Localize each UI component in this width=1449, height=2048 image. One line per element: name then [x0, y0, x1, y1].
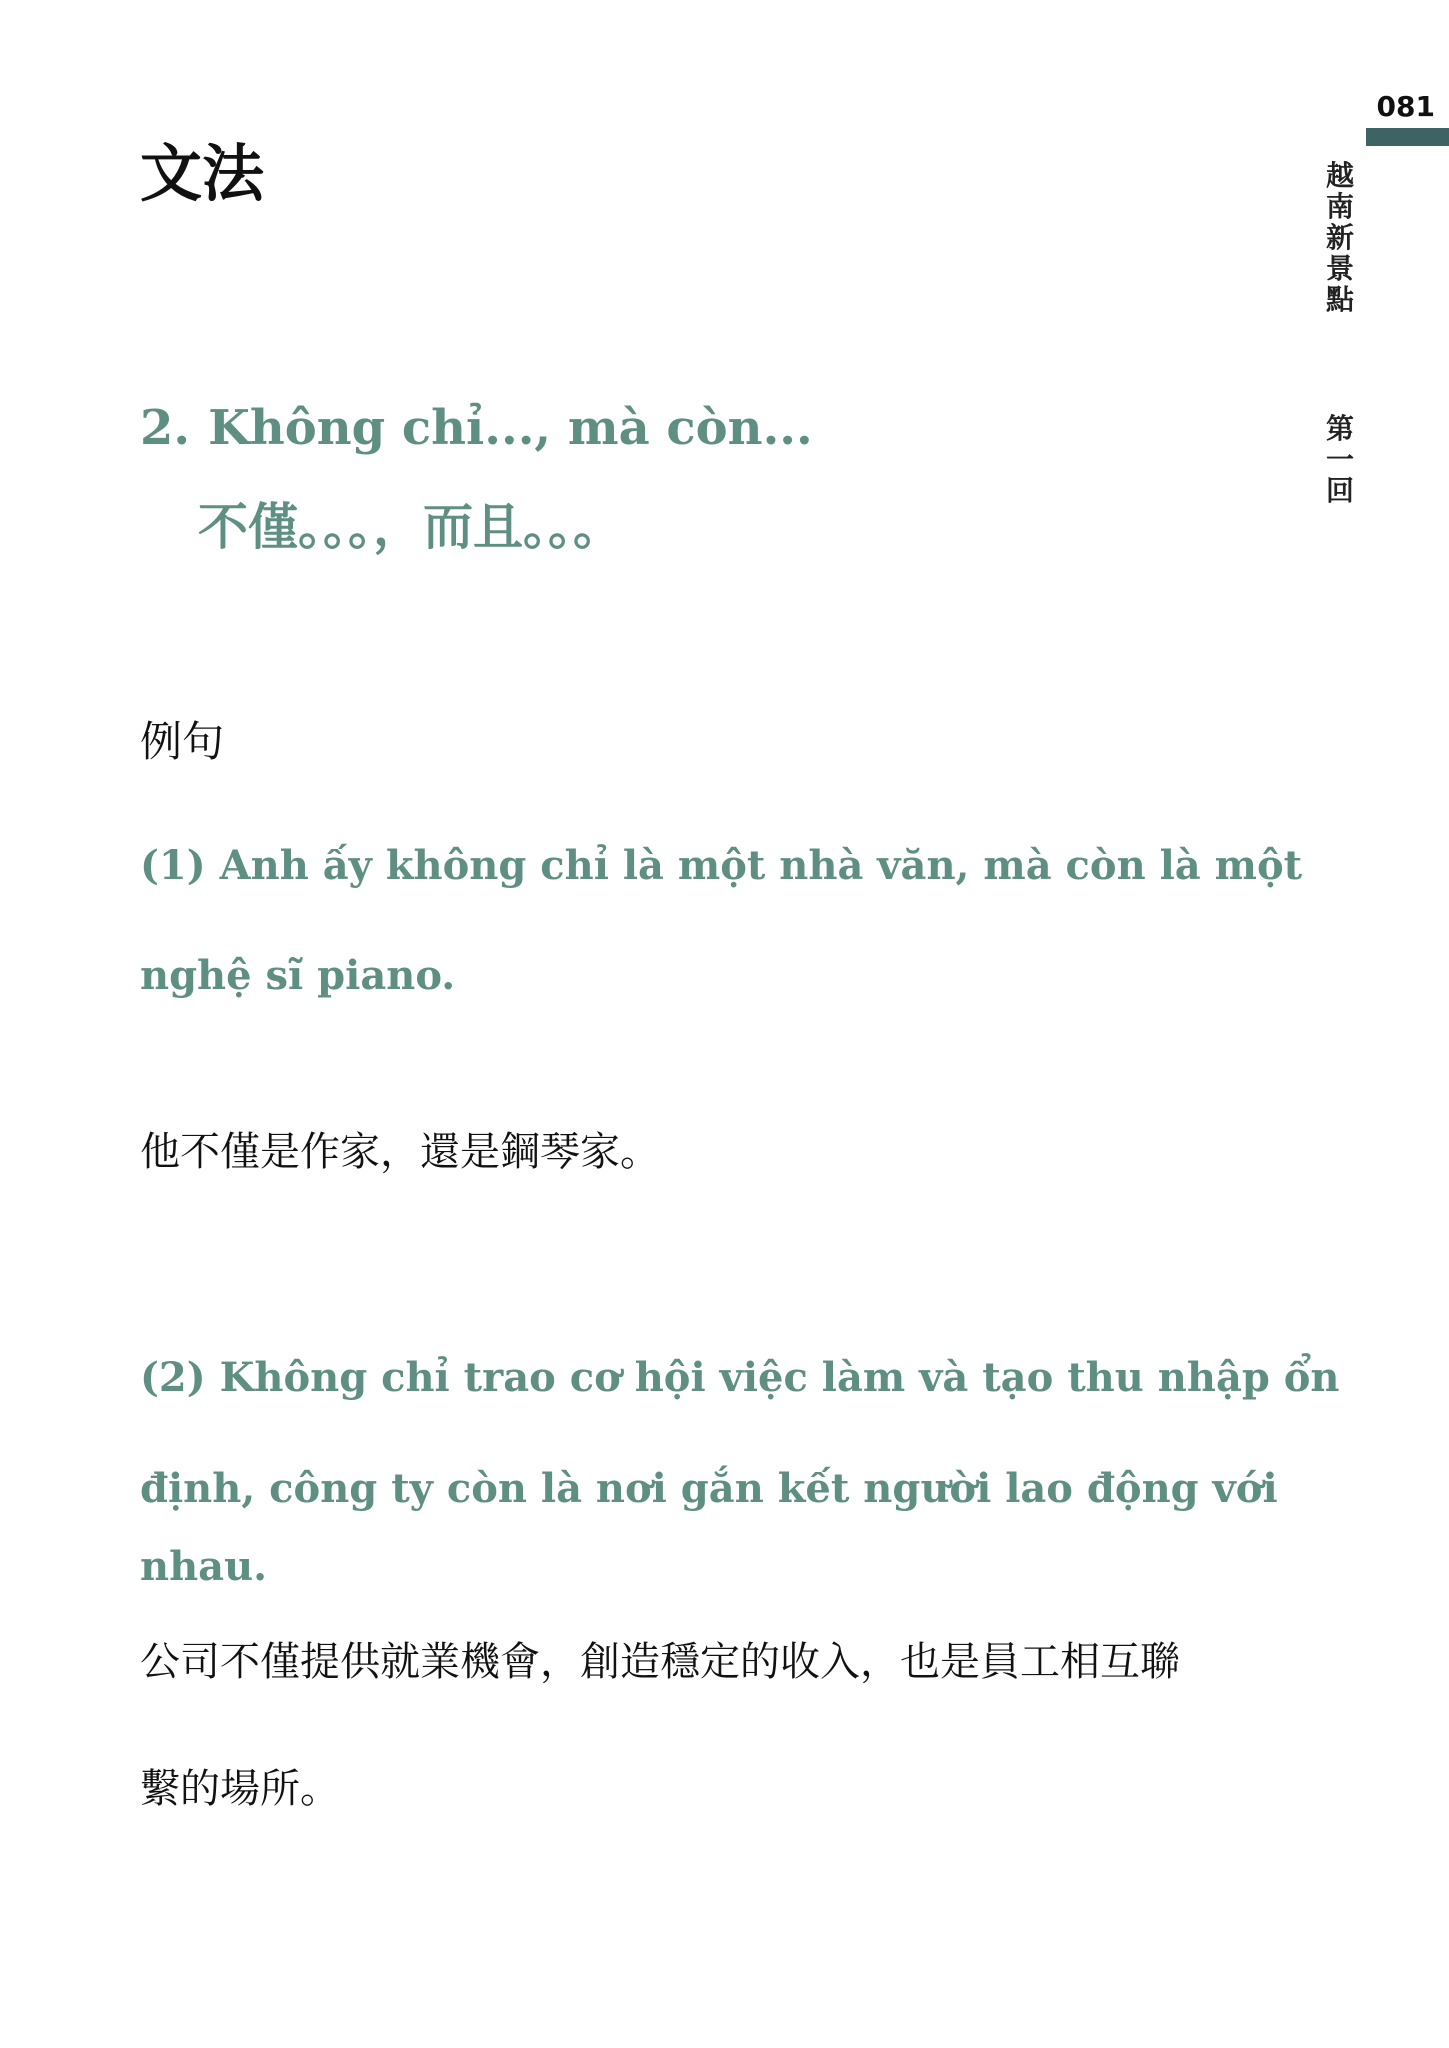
running-book-title: 越南新景點	[1325, 159, 1354, 316]
examples-label: 例句	[140, 717, 225, 766]
example-1-vietnamese-line-2: nghệ sĩ piano.	[140, 952, 456, 999]
page-number-bar	[1366, 128, 1449, 146]
running-chapter-title: 第一回	[1325, 412, 1354, 507]
example-2-vietnamese-line-3: nhau.	[140, 1543, 268, 1590]
example-2-vietnamese-line-2: định, công ty còn là nơi gắn kết người lao động với	[140, 1465, 1278, 1512]
example-1-chinese-translation: 他不僅是作家，還是鋼琴家。	[140, 1129, 660, 1175]
example-2-chinese-line-1: 公司不僅提供就業機會，創造穩定的收入，也是員工相互聯	[140, 1639, 1180, 1685]
grammar-pattern-text: Không chỉ..., mà còn...	[208, 400, 813, 456]
grammar-pattern-chinese: 不僅。。。，而且。。。	[198, 498, 623, 556]
grammar-pattern-number: 2.	[140, 400, 191, 456]
page-number: 081	[1376, 90, 1435, 123]
example-1-vietnamese-line-1: (1) Anh ấy không chỉ là một nhà văn, mà còn là một	[140, 842, 1303, 889]
section-heading: 文法	[140, 137, 265, 210]
example-2-chinese-line-2: 繫的場所。	[140, 1766, 340, 1812]
grammar-pattern-vietnamese	[140, 396, 813, 460]
example-2-vietnamese-line-1: (2) Không chỉ trao cơ hội việc làm và tạo thu nhập ổn	[140, 1354, 1340, 1401]
